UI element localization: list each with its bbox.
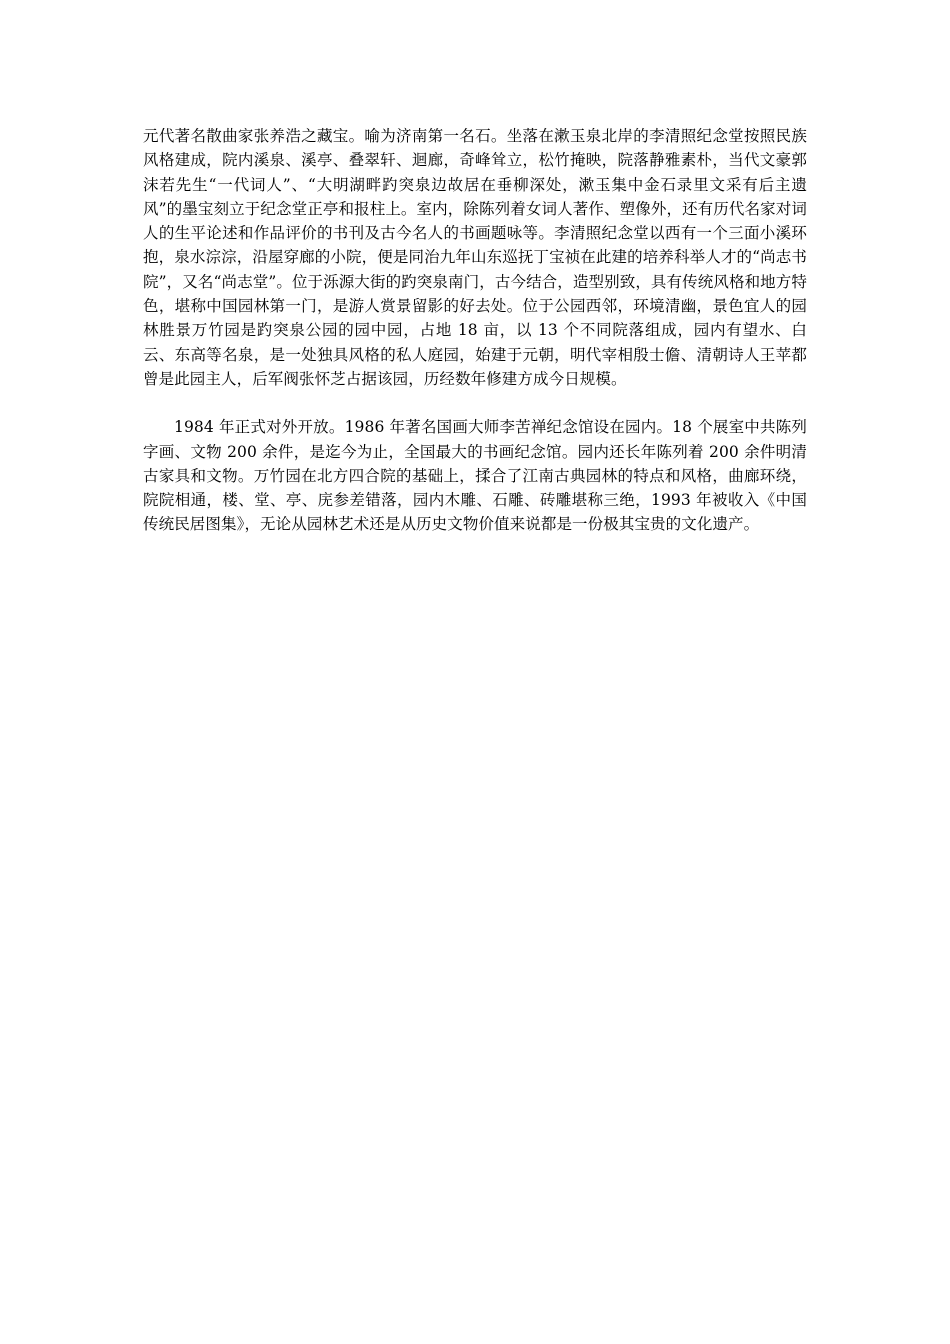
paragraph-1: 元代著名散曲家张养浩之藏宝。喻为济南第一名石。坐落在漱玉泉北岸的李清照纪念堂按照民族风格建成，院内溪泉、溪亭、叠翠轩、迴廊，奇峰耸立，松竹掩映，院落静雅素朴，当代文豪郭沫若先生“一代词人”、“大明湖畔趵突泉边故居在垂柳深处，漱玉集中金石录里文采有后主遗风”的墨宝刻立于纪念堂正亭和报柱上。室内，除陈列着女词人著作、塑像外，还有历代名家对词人的生平论述和作品评价的书刊及古今名人的书画题咏等。李清照纪念堂以西有一个三面小溪环抱，泉水淙淙，沿屋穿廊的小院，便是同治九年山东巡抚丁宝祯在此建的培养科举人才的“尚志书院”，又名“尚志堂”。位于泺源大街的趵突泉南门，古今结合，造型别致，具有传统风格和地方特色，堪称中国园林第一门，是游人赏景留影的好去处。位于公园西邻，环境清幽，景色宜人的园林胜景万竹园是趵突泉公园的园中园，占地 18 亩，以 13 个不同院落组成，园内有望水、白云、东高等名泉，是一处独具风格的私人庭园，始建于元朝，明代宰相殷士儋、清朝诗人王苹都曾是此园主人，后军阀张怀芝占据该园，历经数年修建方成今日规模。: [143, 127, 807, 388]
paragraph-2: 1984 年正式对外开放。1986 年著名国画大师李苦禅纪念馆设在园内。18 个展室中共陈列字画、文物 200 余件，是迄今为止，全国最大的书画纪念馆。园内还长年陈列着 200 余件明清古家具和文物。万竹园在北方四合院的基础上，揉合了江南古典园林的特点和风格，曲廊环绕，院院相通，楼、堂、亭、庑参差错落，园内木雕、石雕、砖雕堪称三绝，1993 年被收入《中国传统民居图集》，无论从园林艺术还是从历史文物价值来说都是一份极其宝贵的文化遗产。: [143, 418, 807, 534]
document-body: [143, 124, 807, 537]
